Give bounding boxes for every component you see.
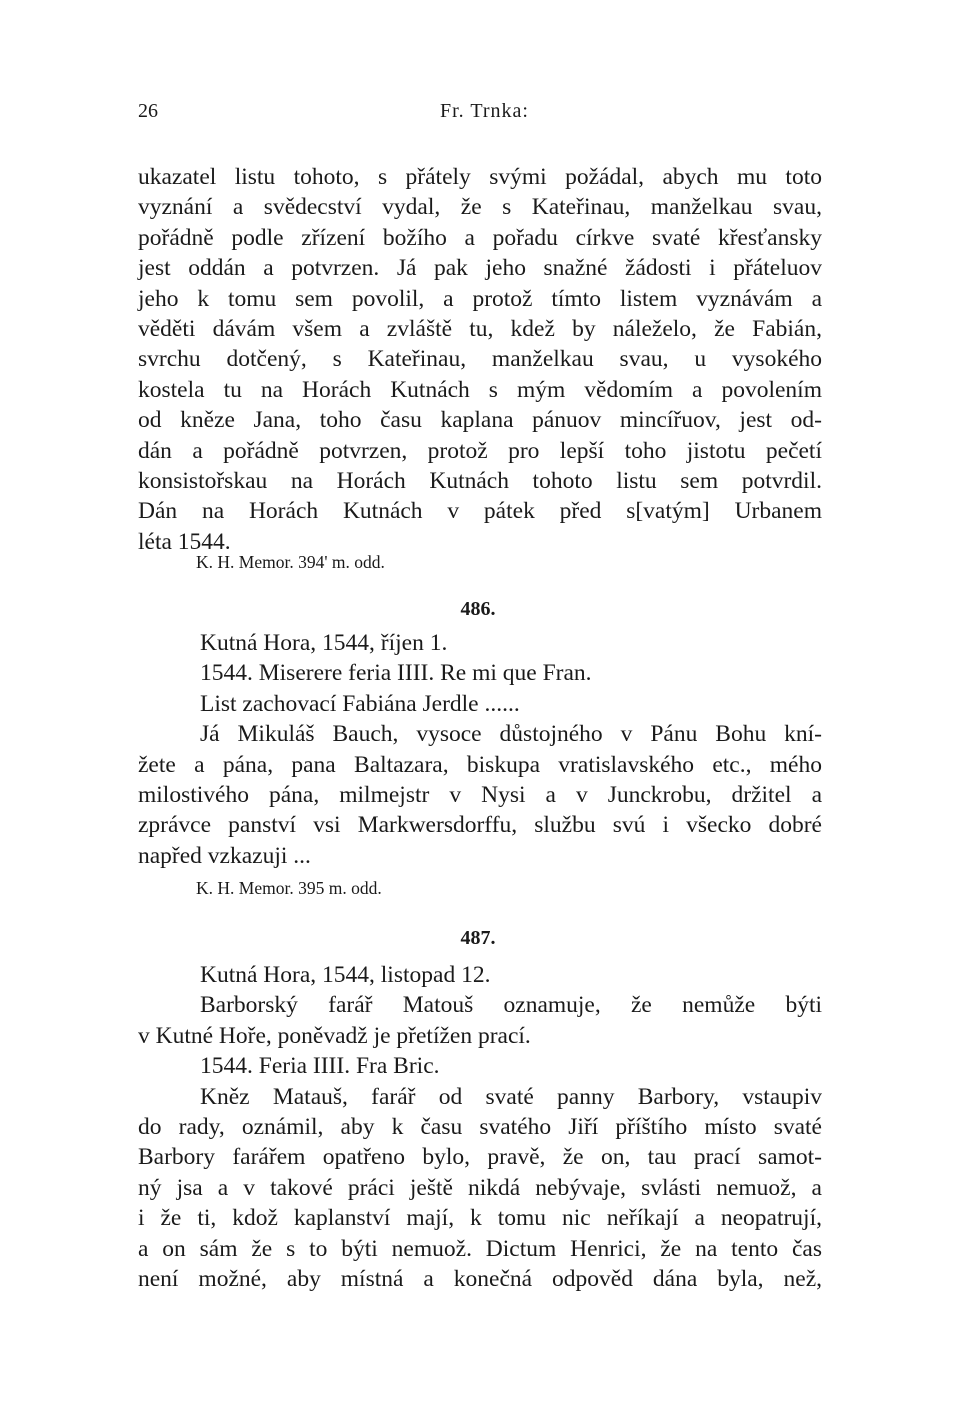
source-citation: K. H. Memor. 395 m. odd. <box>196 878 382 898</box>
text-line: Dán na Horách Kutnách v pátek před s[vatým] Urbanem <box>138 498 822 525</box>
page-number: 26 <box>138 100 158 122</box>
entry-486 <box>138 628 822 871</box>
text-line: kostela tu na Horách Kutnách s mým vědomím a povolením <box>138 376 822 403</box>
text-line: jeho k tomu sem povolil, a protož tímto listem vyznávám a <box>138 285 822 312</box>
text-line: není možné, aby místná a konečná odpověd dána byla, než, <box>138 1265 822 1292</box>
entry-487 <box>138 960 822 1294</box>
entry-number-486: 486. <box>460 598 496 620</box>
dating-line: 1544. Miserere feria IIII. Re mi que Fran. <box>200 660 592 687</box>
text-line: Barbory farářem opatřeno bylo, pravě, že on, tau prací samot- <box>138 1144 822 1171</box>
text-line: pořádně podle zřízení božího a pořadu církve svaté křesťansky <box>138 224 822 251</box>
text-line: i že ti, kdož kaplanství mají, k tomu nic neříkají a neopatrují, <box>138 1205 822 1232</box>
text-line: ukazatel listu tohoto, s přátely svými požádal, abych mu toto <box>138 164 822 190</box>
text-line: žete a pána, pana Baltazara, biskupa vratislavského etc., mého <box>138 751 822 778</box>
source-note <box>138 547 822 577</box>
text-line: konsistořskau na Horách Kutnách tohoto listu sem potvrdil. <box>138 467 822 494</box>
regest-line: List zachovací Fabiána Jerdle ...... <box>200 690 520 717</box>
text-line: svrchu dotčený, s Kateřinau, manželkau svau, u vysokého <box>138 346 822 373</box>
text-line: věděti dávám všem a zvláště tu, kdež by náleželo, že Fabián, <box>138 315 822 342</box>
text-line: jest oddán a potvrzen. Já pak jeho snažné žádosti i přáteluov <box>138 255 822 282</box>
text-line: Já Mikuláš Bauch, vysoce důstojného v Pánu Bohu kní- <box>200 721 822 748</box>
text-line: vyznání a svědecství vydal, že s Kateřinau, manželkau svau, <box>138 194 822 221</box>
text-line: zprávce panství vsi Markwersdorffu, službu svú i všecko dobré <box>138 812 822 839</box>
text-line: léta 1544. <box>138 528 231 555</box>
running-head: Fr. Trnka: <box>440 100 529 122</box>
page-header <box>138 100 822 130</box>
source-citation: K. H. Memor. 394' m. odd. <box>196 552 385 572</box>
regest-line: Barborský farář Matouš oznamuje, že nemůže býti <box>200 992 822 1019</box>
text-line: od kněze Jana, toho času kaplana pánuov mincířuov, jest od- <box>138 407 822 434</box>
place-date: Kutná Hora, 1544, říjen 1. <box>200 630 448 656</box>
text-line: milostivého pána, milmejstr v Nysi a v Junckrobu, držitel a <box>138 781 822 808</box>
dating-line: 1544. Feria IIII. Fra Bric. <box>200 1053 440 1080</box>
source-note-486 <box>138 873 822 903</box>
place-date: Kutná Hora, 1544, listopad 12. <box>200 962 491 988</box>
text-line: ný jsa a v takové práci ještě nikdá nebývaje, svlásti nemuož, a <box>138 1174 822 1201</box>
text-line: dán a pořádně potvrzen, protož pro lepší toho jistotu pečetí <box>138 437 822 464</box>
entry-number-487: 487. <box>460 927 496 949</box>
text-line: do rady, oznámil, aby k času svatého Jiří příštího místo svaté <box>138 1113 822 1140</box>
text-line: a on sám že s to býti nemuož. Dictum Henrici, že na tento čas <box>138 1235 822 1262</box>
text-line: napřed vzkazuji ... <box>138 842 311 869</box>
continued-text <box>138 162 822 557</box>
regest-line: v Kutné Hoře, poněvadž je přetížen prací. <box>138 1022 531 1049</box>
text-line: Kněz Matauš, farář od svaté panny Barbory, vstaupiv <box>200 1083 822 1110</box>
